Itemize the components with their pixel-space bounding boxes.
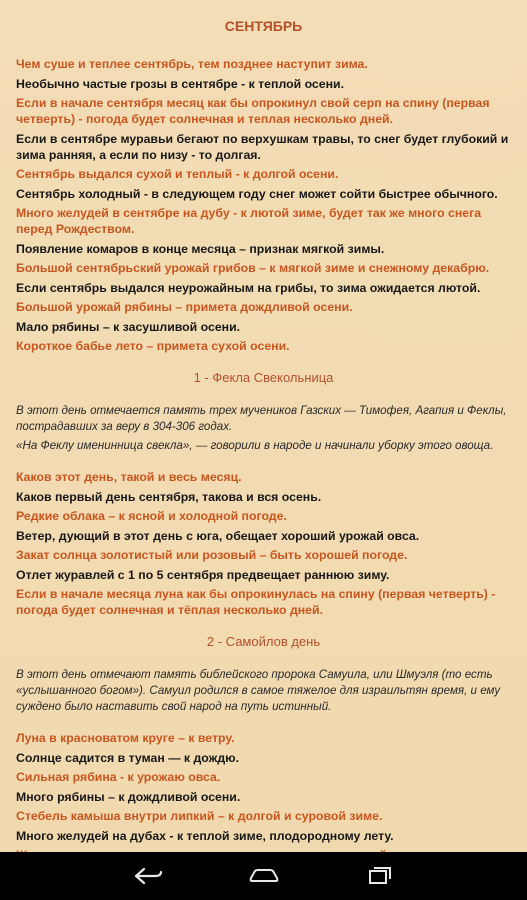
- page-title: СЕНТЯБРЬ: [224, 18, 303, 34]
- section-note: «На Феклу именинница свекла», — говорили в народе и начинали уборку этого овоща.: [16, 439, 494, 452]
- proverb-line: Мало рябины – к засушливой осени.: [16, 319, 241, 334]
- proverb-line: Каков первый день сентября, такова и вся осень.: [16, 489, 322, 504]
- proverb-line: Большой урожай рябины – примета дождливой осени.: [16, 300, 353, 314]
- proverb-line: Сентябрь выдался сухой и теплый - к долгой осени.: [16, 167, 339, 181]
- section-note: В этот день отмечают память библейского пророка Самуила, или Шмуэля (то есть «услышанного богом»). Самуил родился в самое тяжелое для израильтян время, и ему суждено было наставить свой народ на путь истинный.: [16, 668, 501, 713]
- proverb-line: Много желудей на дубах - к теплой зиме, плодородному лету.: [16, 828, 394, 843]
- proverb-line: Стебель камыша внутри липкий – к долгой и суровой зиме.: [16, 809, 383, 823]
- proverb-line: Появление комаров в конце месяца – признак мягкой зимы.: [16, 241, 385, 256]
- recent-apps-icon[interactable]: [362, 862, 398, 890]
- section-1: [0, 403, 527, 618]
- proverb-line: Много желудей в сентябре на дубу - к лютой зиме, будет так же много снега перед Рождеством.: [16, 206, 482, 236]
- system-navigation-bar: [0, 852, 527, 900]
- proverb-line: Редкие облака – к ясной и холодной погоде.: [16, 509, 287, 523]
- proverb-line: Закат солнца золотистый или розовый – быть хорошей погоде.: [16, 548, 408, 562]
- proverb-line: Много рябины – к дождливой осени.: [16, 789, 241, 804]
- proverb-line: Большой сентябрьский урожай грибов – к мягкой зиме и снежному декабрю.: [16, 261, 490, 275]
- home-icon[interactable]: [246, 862, 282, 890]
- proverb-line: Сильная рябина - к урожаю овса.: [16, 770, 221, 784]
- proverb-line: Ветер, дующий в этот день с юга, обещает хороший урожай овса.: [16, 528, 420, 543]
- proverb-line: Короткое бабье лето – примета сухой осени.: [16, 339, 290, 353]
- proverb-line: Отлет журавлей с 1 по 5 сентября предвещает раннюю зиму.: [16, 567, 390, 582]
- intro-lines: [0, 56, 527, 354]
- proverb-line: Солнце садится в туман — к дождю.: [16, 750, 240, 765]
- section-heading-2: 2 - Самойлов день: [206, 634, 321, 649]
- proverb-line: Если сентябрь выдался неурожайным на грибы, то зима ожидается лютой.: [16, 280, 481, 295]
- proverb-line: Каков этот день, такой и весь месяц.: [16, 470, 242, 484]
- section-heading-1: 1 - Фекла Свекольница: [193, 370, 334, 385]
- proverb-line: Если в начале месяца луна как бы опрокинулась на спину (первая четверть) - погода будет солнечная и тёплая несколько дней.: [16, 587, 496, 617]
- proverb-line: Если в начале сентября месяц как бы опрокинул свой серп на спину (первая четверть) - погода будет солнечная и теплая несколько дней.: [16, 96, 490, 126]
- proverb-line: Луна в красноватом круге – к ветру.: [16, 731, 235, 745]
- section-note: В этот день отмечается память трех мучеников Газских — Тимофея, Агапия и Феклы, пострадавших за веру в 304-306 годах.: [16, 404, 507, 433]
- back-arrow-icon[interactable]: [130, 862, 166, 890]
- proverb-line: Сентябрь холодный - в следующем году снег может сойти быстрее обычного.: [16, 186, 498, 201]
- proverb-line: Если в сентябре муравьи бегают по верхушкам травы, то снег будет глубокий и зима ранняя, а если по низу - то долгая.: [16, 131, 509, 162]
- section-2: [0, 667, 527, 863]
- proverb-line: Чем суше и теплее сентябрь, тем позднее наступит зима.: [16, 57, 368, 71]
- proverb-line: Необычно частые грозы в сентябре - к теплой осени.: [16, 76, 345, 91]
